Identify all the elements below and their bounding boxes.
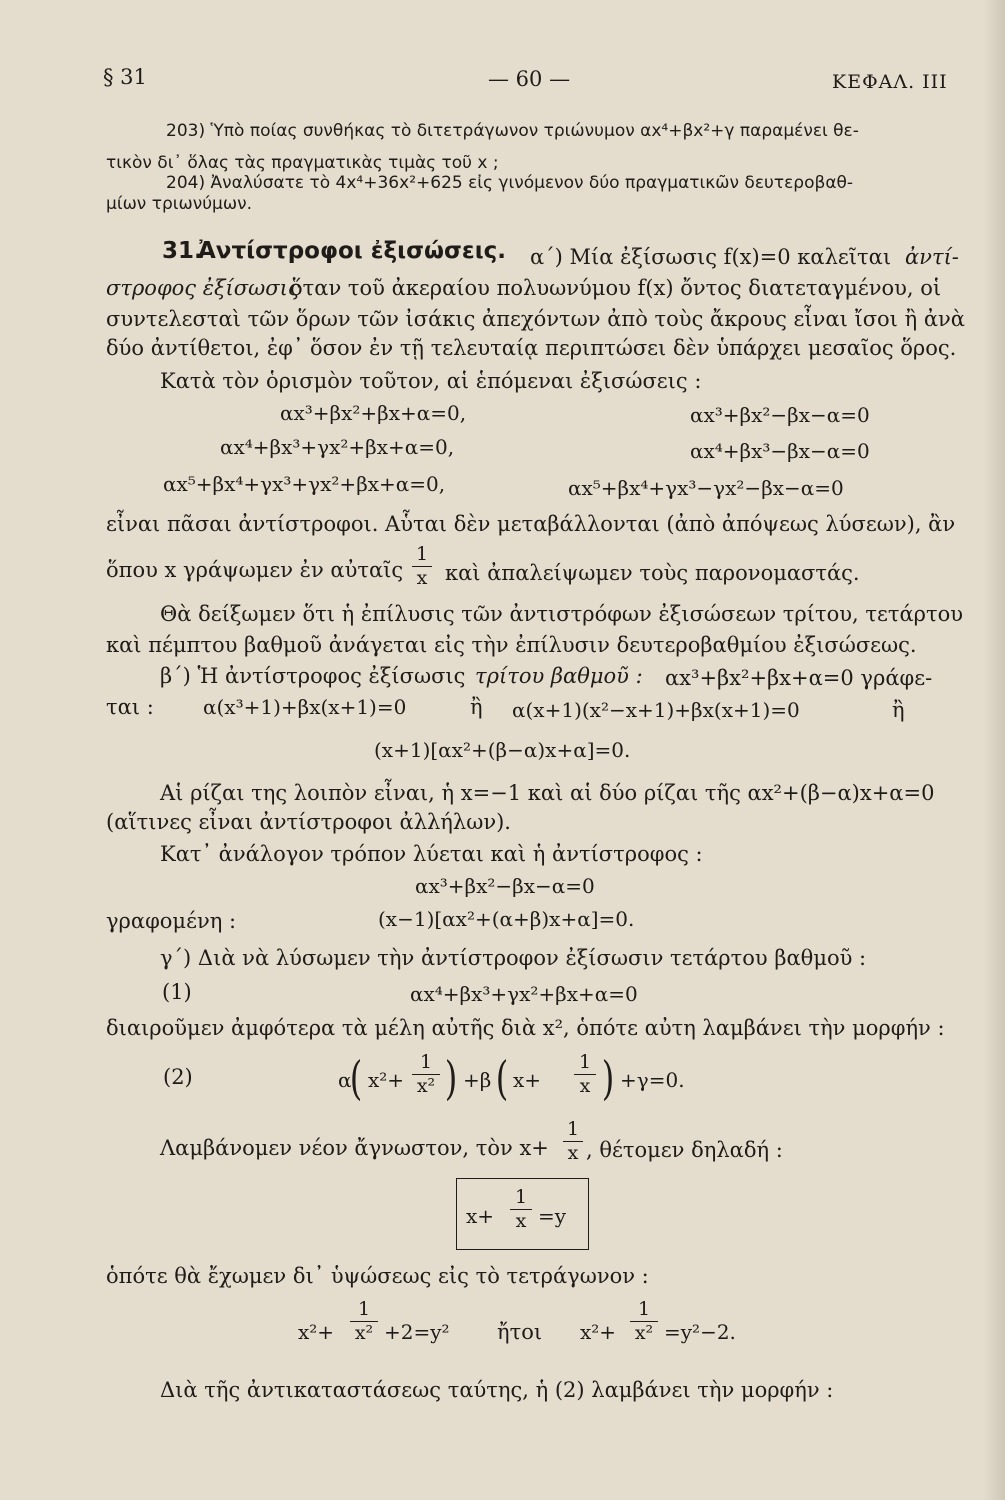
- beta-factored-equation: (x+1)[αx²+(β−α)x+α]=0.: [374, 738, 631, 762]
- square-left-fraction: [350, 1300, 378, 1343]
- para1-line1-italic: ἀντί-: [905, 245, 959, 269]
- square-right-a: x²+: [580, 1320, 617, 1344]
- para1-line3: συντελεσταὶ τῶν ὅρων τῶν ἰσάκις ἀπεχόντων ἀπὸ τοὺς ἄκρους εἶναι ἴσοι ἢ ἀνὰ: [106, 307, 965, 331]
- fraction-numerator: 1: [419, 1051, 433, 1073]
- para1-line1: α΄) Μία ἐξίσωσις f(x)=0 καλεῖται: [530, 245, 892, 269]
- fraction-numerator: 1: [566, 1118, 580, 1140]
- analog-line: Κατ᾽ ἀνάλογον τρόπον λύεται καὶ ἡ ἀντίστροφος :: [160, 842, 703, 866]
- eq2-open-paren-1: (: [349, 1051, 363, 1105]
- beta-equation-a: α(x³+1)+βx(x+1)=0: [203, 695, 407, 719]
- divide-line: διαιροῦμεν ἀμφότερα τὰ μέλη αὐτῆς διὰ x², ὁπότε αὐτη λαμβάνει τὴν μορφήν :: [106, 1016, 945, 1040]
- chapter-label: ΚΕΦΑΛ. III: [832, 71, 948, 93]
- fraction-denominator: x: [515, 1210, 527, 1232]
- beta-line1: β΄) Ἡ ἀντίστροφος ἐξίσωσις: [160, 664, 466, 688]
- beta-line1-italic: τρίτου βαθμοῦ :: [475, 664, 643, 688]
- eq2-close-paren-1: ): [444, 1051, 458, 1105]
- para3-line2: ὅπου x γράψωμεν ἐν αὐταῖς: [106, 558, 404, 582]
- fraction-one-over-x2: [412, 1053, 440, 1096]
- new-unknown-line-end: , θέτομεν δηλαδή :: [586, 1138, 783, 1162]
- equation-right-3: αx⁵+βx⁴+γx³−γx²−βx−α=0: [568, 476, 844, 500]
- para3-line1: εἶναι πᾶσαι ἀντίστροφοι. Αὗται δὲν μεταβάλλονται (ἀπὸ ἀπόψεως λύσεων), ἂν: [106, 512, 956, 536]
- equation-1: αx⁴+βx³+γx²+βx+α=0: [410, 982, 638, 1006]
- gamma-line: γ΄) Διὰ νὰ λύσωμεν τὴν ἀντίστροφον ἐξίσωσιν τετάρτου βαθμοῦ :: [160, 946, 867, 970]
- eq2-close-paren-2: ): [601, 1051, 615, 1105]
- equation-left-1: αx³+βx²+βx+α=0,: [280, 401, 467, 425]
- para1-line2: ὅταν τοῦ ἀκεραίου πολυωνύμου f(x) ὄντος διατεταγμένου, οἱ: [290, 276, 942, 300]
- eq2-alpha: α: [338, 1068, 352, 1092]
- exercise-204-line2: μίων τριωνύμων.: [106, 194, 253, 214]
- fraction-numerator: 1: [357, 1298, 371, 1320]
- square-right-b: =y²−2.: [664, 1320, 736, 1344]
- eq2-end: +γ=0.: [620, 1068, 685, 1092]
- beta-or-2: ἢ: [892, 698, 905, 722]
- fraction-one-over-x-2: [574, 1053, 596, 1096]
- square-line: ὁπότε θὰ ἔχωμεν δι᾽ ὑψώσεως εἰς τὸ τετράγωνον :: [106, 1264, 649, 1288]
- eq2-x-plus: x+: [513, 1068, 542, 1092]
- box-fraction: [510, 1188, 532, 1231]
- box-equals-y: =y: [538, 1204, 567, 1228]
- equation-left-3: αx⁵+βx⁴+γx³+γx²+βx+α=0,: [163, 472, 446, 496]
- square-left-a: x²+: [298, 1320, 335, 1344]
- fraction-numerator: 1: [415, 543, 429, 565]
- eq2-x2-plus: x²+: [368, 1068, 405, 1092]
- analog-equation: αx³+βx²−βx−α=0: [415, 874, 595, 898]
- eq2-open-paren-2: (: [495, 1051, 509, 1105]
- fraction-denominator: x: [567, 1142, 579, 1164]
- square-right-fraction: [630, 1300, 658, 1343]
- para2-intro: Κατὰ τὸν ὁρισμὸν τοῦτον, αἱ ἑπόμεναι ἐξισώσεις :: [160, 369, 702, 393]
- roots-line2: (αἵτινες εἶναι ἀντίστροφοι ἀλλήλων).: [106, 810, 511, 834]
- fraction-one-over-x-3: [563, 1120, 583, 1163]
- fraction-numerator: 1: [514, 1186, 528, 1208]
- fraction-denominator: x: [416, 567, 428, 589]
- equation-1-label: (1): [162, 980, 192, 1004]
- fraction-numerator: 1: [578, 1051, 592, 1073]
- exercise-203-line2: τικὸν δι᾽ ὅλας τὰς πραγματικὰς τιμὰς τοῦ x ;: [106, 153, 499, 173]
- section-number: 31.: [162, 238, 203, 264]
- fraction-denominator: x²: [634, 1322, 654, 1344]
- equation-right-2: αx⁴+βx³−βx−α=0: [690, 439, 870, 463]
- beta-or-1: ἢ: [470, 695, 483, 719]
- exercise-203-line1: 203) Ὑπὸ ποίας συνθήκας τὸ διτετράγωνον τριώνυμον αx⁴+βx²+γ παραμένει θε-: [166, 121, 859, 141]
- square-middle: ἤτοι: [497, 1320, 543, 1344]
- para4-line1: Θὰ δείξωμεν ὅτι ἡ ἐπίλυσις τῶν ἀντιστρόφων ἐξισώσεων τρίτου, τετάρτου: [160, 602, 964, 626]
- square-left-b: +2=y²: [384, 1320, 450, 1344]
- beta-line2-start: ται :: [106, 695, 154, 719]
- beta-line1-equation: αx³+βx²+βx+α=0 γράφε-: [665, 666, 933, 690]
- new-unknown-line: Λαμβάνομεν νέον ἄγνωστον, τὸν x+: [160, 1136, 549, 1160]
- section-title: Ἀντίστροφοι ἐξισώσεις.: [198, 238, 507, 264]
- para3-line2-end: καὶ ἀπαλείψωμεν τοὺς παρονομαστάς.: [445, 561, 860, 585]
- beta-equation-b: α(x+1)(x²−x+1)+βx(x+1)=0: [512, 698, 800, 722]
- para1-line2-italic: στροφος ἐξίσωσις: [106, 276, 300, 300]
- page-edge-shadow: [983, 0, 1005, 1500]
- eq2-beta: +β: [463, 1068, 492, 1092]
- fraction-one-over-x: [412, 545, 432, 588]
- para1-line4: δύο ἀντίθετοι, ἐφ᾽ ὅσον ἐν τῇ τελευταίᾳ περιπτώσει δὲν ὑπάρχει μεσαῖος ὅρος.: [106, 336, 957, 360]
- equation-2-label: (2): [163, 1065, 193, 1089]
- written-equation: (x−1)[αx²+(α+β)x+α]=0.: [378, 907, 635, 931]
- equation-right-1: αx³+βx²−βx−α=0: [690, 403, 870, 427]
- fraction-numerator: 1: [637, 1298, 651, 1320]
- section-marker: § 31: [103, 65, 147, 89]
- exercise-204-line1: 204) Ἀναλύσατε τὸ 4x⁴+36x²+625 εἰς γινόμενον δύο πραγματικῶν δευτεροβαθ-: [166, 173, 854, 193]
- roots-line1: Αἱ ρίζαι της λοιπὸν εἶναι, ἡ x=−1 καὶ αἱ δύο ρίζαι τῆς αx²+(β−α)x+α=0: [160, 781, 935, 805]
- fraction-denominator: x²: [354, 1322, 374, 1344]
- fraction-denominator: x: [579, 1075, 591, 1097]
- equation-left-2: αx⁴+βx³+γx²+βx+α=0,: [220, 435, 455, 459]
- page-number: — 60 —: [488, 67, 571, 91]
- written-label: γραφομένη :: [106, 909, 237, 933]
- para4-line2: καὶ πέμπτου βαθμοῦ ἀνάγεται εἰς τὴν ἐπίλυσιν δευτεροβαθμίου ἐξισώσεως.: [106, 633, 917, 657]
- box-x-plus: x+: [466, 1204, 495, 1228]
- final-line: Διὰ τῆς ἀντικαταστάσεως ταύτης, ἡ (2) λαμβάνει τὴν μορφήν :: [160, 1378, 834, 1402]
- fraction-denominator: x²: [416, 1075, 436, 1097]
